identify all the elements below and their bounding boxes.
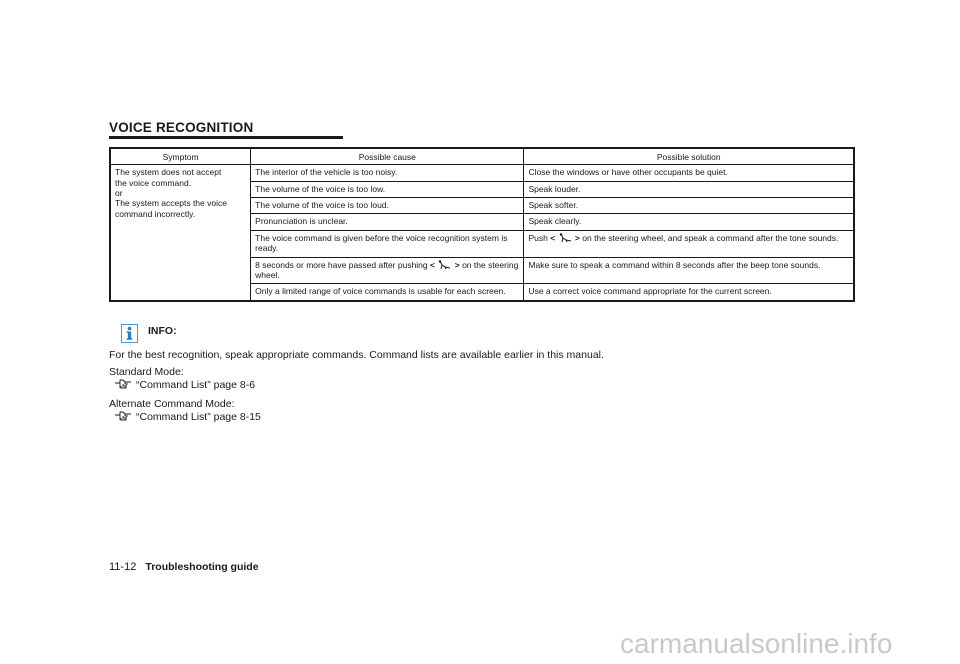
cause-cell <box>251 257 524 284</box>
page-section-title: Troubleshooting guide <box>145 561 259 573</box>
watermark: carmanualsonline.info <box>620 628 893 659</box>
symptom-line: or <box>115 188 123 199</box>
header-symptom: Symptom <box>110 148 251 165</box>
symptom-line: command incorrectly. <box>115 208 196 219</box>
symptom-line: The system does not accept <box>115 167 222 178</box>
solution-cell: Speak louder. <box>524 181 854 197</box>
standard-mode-reference-text: “Command List” page 8-6 <box>136 379 256 391</box>
standard-mode-label: Standard Mode: <box>109 366 184 378</box>
solution-cell: Speak clearly. <box>524 214 854 230</box>
pointing-hand-icon <box>114 378 132 389</box>
symptom-line: The system accepts the voice <box>115 198 227 209</box>
header-possible-solution: Possible solution <box>524 148 854 165</box>
solution-cell: Speak softer. <box>524 198 854 214</box>
cause-cell: The voice command is given before the voice recognition system is ready. <box>251 230 524 257</box>
troubleshooting-table <box>109 147 855 302</box>
bracket-close: > <box>574 232 580 243</box>
section-title: VOICE RECOGNITION <box>109 120 254 135</box>
solution-cell: Make sure to speak a command within 8 seconds after the beep tone sounds. <box>524 257 854 284</box>
page-footer <box>109 561 259 573</box>
cause-post-text: on the steering wheel. <box>255 259 519 280</box>
cause-cell: Pronunciation is unclear. <box>251 214 524 230</box>
symptom-line: the voice command. <box>115 177 192 188</box>
symptom-cell <box>110 165 251 301</box>
alternate-mode-reference[interactable] <box>114 410 261 423</box>
solution-cell: Use a correct voice command appropriate for the current screen. <box>524 284 854 301</box>
standard-mode-reference[interactable] <box>114 378 255 391</box>
alternate-mode-reference-text: “Command List” page 8-15 <box>136 411 261 423</box>
pointing-hand-icon <box>114 410 132 421</box>
bracket-close: > <box>454 259 460 270</box>
section-title-rule <box>109 136 343 139</box>
bracket-open: < <box>430 259 435 270</box>
solution-cell <box>524 230 854 257</box>
table-row <box>110 165 854 181</box>
bracket-open: < <box>550 232 556 243</box>
cause-cell: The interior of the vehicle is too noisy. <box>251 165 524 181</box>
info-label: INFO: <box>148 325 177 337</box>
page-number: 11-12 <box>109 561 137 573</box>
info-icon <box>121 324 138 343</box>
cause-cell: The volume of the voice is too low. <box>251 181 524 197</box>
talk-switch-icon <box>437 260 452 270</box>
alternate-mode-label: Alternate Command Mode: <box>109 398 235 410</box>
solution-cell: Close the windows or have other occupants be quiet. <box>524 165 854 181</box>
info-paragraph: For the best recognition, speak appropriate commands. Command lists are available earlier in this manual. <box>109 349 604 361</box>
cause-cell: The volume of the voice is too loud. <box>251 198 524 214</box>
talk-switch-icon <box>558 233 573 243</box>
header-possible-cause: Possible cause <box>251 148 524 165</box>
solution-push-text: Push <box>528 232 548 243</box>
cause-pre-text: 8 seconds or more have passed after pushing <box>255 259 428 270</box>
solution-rest-text: on the steering wheel, and speak a command after the tone sounds. <box>582 232 839 243</box>
table-header-row <box>110 148 854 165</box>
cause-cell: Only a limited range of voice commands is usable for each screen. <box>251 284 524 301</box>
